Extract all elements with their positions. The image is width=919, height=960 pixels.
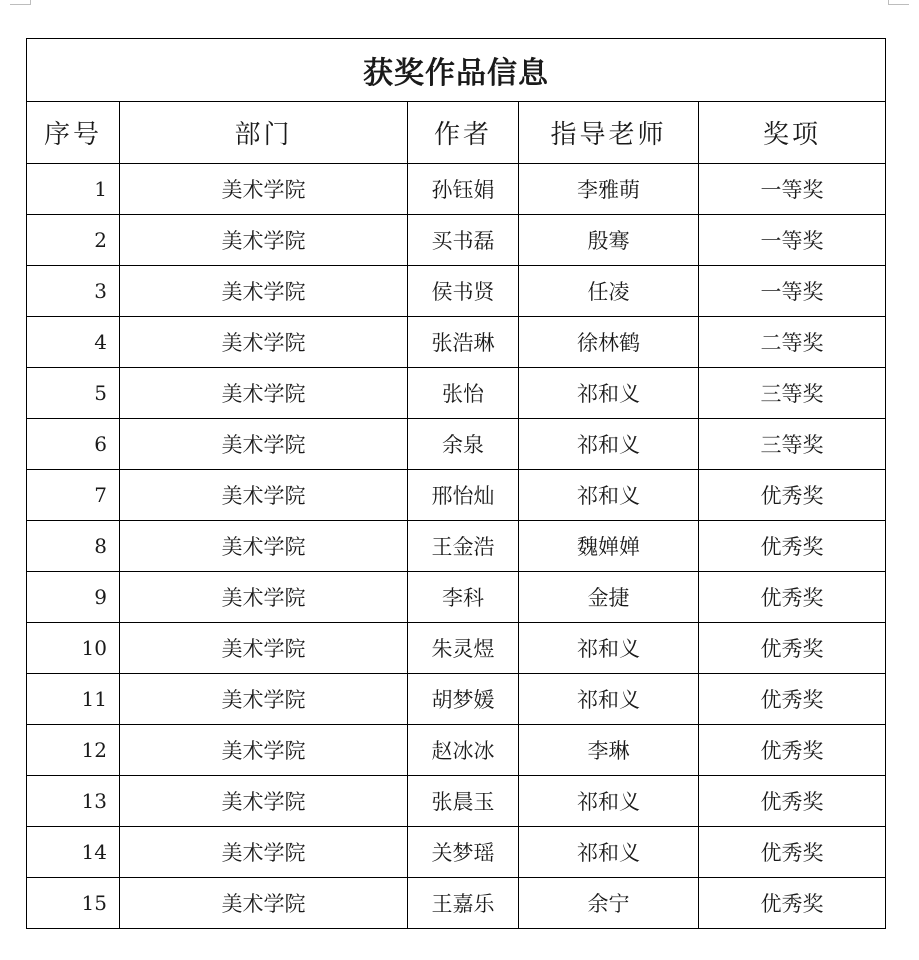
table-header-row [27,102,886,164]
cell-author: 朱灵煜 [408,623,519,674]
cell-advisor: 祁和义 [519,776,699,827]
cell-index: 2 [27,215,120,266]
cell-department: 美术学院 [120,368,408,419]
cell-award: 二等奖 [699,317,886,368]
cell-index: 3 [27,266,120,317]
cell-award: 优秀奖 [699,776,886,827]
cell-author: 王嘉乐 [408,878,519,929]
cell-author: 余泉 [408,419,519,470]
cell-advisor: 祁和义 [519,419,699,470]
cell-author: 买书磊 [408,215,519,266]
page-corner-mark-left [10,0,31,5]
table-row [27,674,886,725]
cell-advisor: 祁和义 [519,827,699,878]
cell-award: 优秀奖 [699,572,886,623]
cell-index: 1 [27,164,120,215]
cell-award: 优秀奖 [699,725,886,776]
table-row [27,368,886,419]
table-row [27,317,886,368]
page-corner-mark-right [888,0,909,5]
cell-award: 优秀奖 [699,674,886,725]
cell-award: 三等奖 [699,368,886,419]
cell-award: 一等奖 [699,266,886,317]
cell-department: 美术学院 [120,521,408,572]
cell-department: 美术学院 [120,776,408,827]
cell-award: 优秀奖 [699,623,886,674]
table-body [27,164,886,929]
cell-department: 美术学院 [120,827,408,878]
cell-index: 6 [27,419,120,470]
cell-department: 美术学院 [120,878,408,929]
cell-department: 美术学院 [120,419,408,470]
header-author: 作者 [408,102,519,164]
header-index: 序号 [27,102,120,164]
table-row [27,470,886,521]
table-row [27,776,886,827]
cell-advisor: 祁和义 [519,368,699,419]
table-title: 获奖作品信息 [27,39,886,102]
cell-department: 美术学院 [120,266,408,317]
cell-author: 关梦瑶 [408,827,519,878]
cell-index: 13 [27,776,120,827]
cell-department: 美术学院 [120,674,408,725]
cell-advisor: 祁和义 [519,674,699,725]
cell-department: 美术学院 [120,317,408,368]
cell-author: 张浩琳 [408,317,519,368]
cell-index: 8 [27,521,120,572]
cell-award: 优秀奖 [699,521,886,572]
cell-author: 侯书贤 [408,266,519,317]
table-row [27,725,886,776]
awards-table [26,38,886,929]
header-department: 部门 [120,102,408,164]
cell-advisor: 李雅萌 [519,164,699,215]
table-row [27,623,886,674]
table-row [27,521,886,572]
cell-author: 赵冰冰 [408,725,519,776]
cell-index: 4 [27,317,120,368]
cell-author: 邢怡灿 [408,470,519,521]
cell-author: 孙钰娟 [408,164,519,215]
cell-award: 优秀奖 [699,470,886,521]
cell-index: 9 [27,572,120,623]
cell-advisor: 殷骞 [519,215,699,266]
table-row [27,878,886,929]
cell-index: 12 [27,725,120,776]
cell-advisor: 魏婵婵 [519,521,699,572]
cell-award: 优秀奖 [699,827,886,878]
cell-author: 胡梦媛 [408,674,519,725]
cell-index: 5 [27,368,120,419]
cell-department: 美术学院 [120,215,408,266]
cell-department: 美术学院 [120,164,408,215]
header-advisor: 指导老师 [519,102,699,164]
cell-index: 14 [27,827,120,878]
cell-award: 一等奖 [699,164,886,215]
cell-award: 三等奖 [699,419,886,470]
cell-author: 张怡 [408,368,519,419]
header-award: 奖项 [699,102,886,164]
cell-award: 优秀奖 [699,878,886,929]
cell-award: 一等奖 [699,215,886,266]
cell-advisor: 徐林鹤 [519,317,699,368]
cell-advisor: 李琳 [519,725,699,776]
cell-advisor: 金捷 [519,572,699,623]
cell-department: 美术学院 [120,470,408,521]
cell-department: 美术学院 [120,623,408,674]
cell-index: 15 [27,878,120,929]
cell-index: 7 [27,470,120,521]
table-row [27,827,886,878]
cell-author: 张晨玉 [408,776,519,827]
table-row [27,419,886,470]
cell-advisor: 祁和义 [519,623,699,674]
cell-index: 10 [27,623,120,674]
cell-author: 王金浩 [408,521,519,572]
cell-advisor: 祁和义 [519,470,699,521]
cell-department: 美术学院 [120,725,408,776]
table-title-row [27,39,886,102]
cell-author: 李科 [408,572,519,623]
table-row [27,266,886,317]
table-row [27,572,886,623]
table-row [27,164,886,215]
table-row [27,215,886,266]
cell-department: 美术学院 [120,572,408,623]
cell-advisor: 余宁 [519,878,699,929]
cell-advisor: 任凌 [519,266,699,317]
cell-index: 11 [27,674,120,725]
